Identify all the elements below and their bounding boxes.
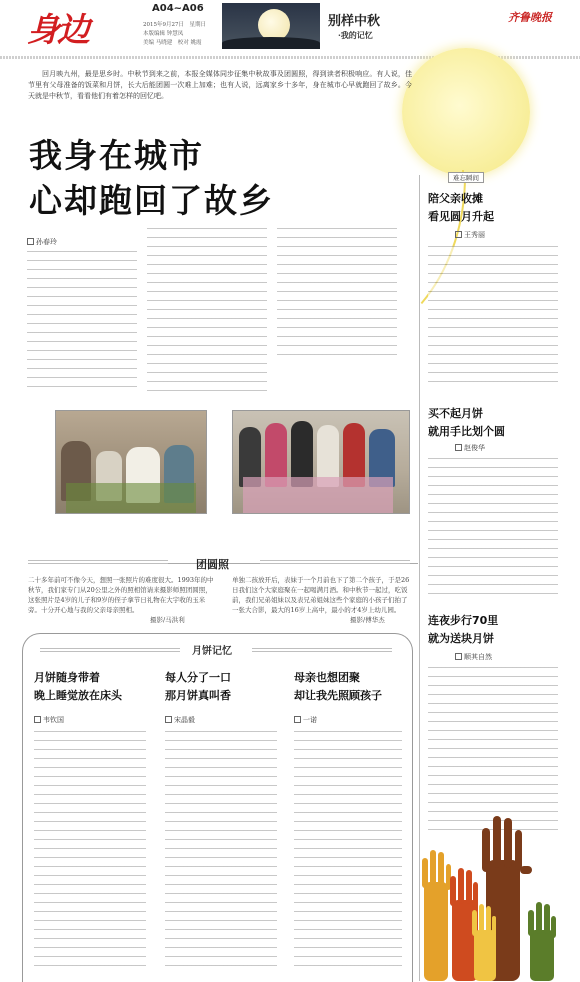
memory-col2-author: 宋晶毅 xyxy=(165,715,195,725)
moon-illustration xyxy=(402,48,530,176)
main-article-col3 xyxy=(277,228,397,363)
sidebar-s3-title1: 连夜步行70里 xyxy=(428,614,499,627)
memory-col3-title1: 母亲也想团聚 xyxy=(294,671,360,684)
sidebar-s3-author: 顺其自然 xyxy=(455,652,492,662)
raised-hands-illustration xyxy=(418,812,566,981)
main-article-col2 xyxy=(147,228,267,393)
memory-col1-author: 韦钦国 xyxy=(34,715,64,725)
main-headline-line1: 我身在城市 xyxy=(29,136,204,175)
hand-orange xyxy=(422,850,451,981)
feature-title: 别样中秋 xyxy=(328,14,381,29)
sidebar-s1-title2: 看见圆月升起 xyxy=(428,210,494,223)
memory-col3-author: 一诺 xyxy=(294,715,317,725)
editor-line: 本版编辑 钟慧凤 xyxy=(143,31,184,37)
masthead xyxy=(0,0,580,62)
memory-col2-text xyxy=(165,731,277,971)
photo-credit-left: 摄影/马洪利 xyxy=(150,616,185,624)
photo-caption-right: 单独二孩放开后，表妹于一个月前也下了第二个孩子，于是26日我们这个大家庭聚在一起喝满月酒。和中秋节一起过，吃饭前，我们兄弟姐妹以及表兄弟姐妹这些个家庭的小孩子们拍了一张大合影，最大的16岁上高中，最小的才4岁上幼儿园。 xyxy=(232,576,410,614)
memory-col1-title1: 月饼随身带着 xyxy=(34,671,100,684)
sidebar-s2-text xyxy=(428,458,558,598)
main-article-col1 xyxy=(27,251,137,393)
family-photo-2015 xyxy=(232,410,410,514)
sidebar-s3-title2: 就为送块月饼 xyxy=(428,632,494,645)
memory-col1-title2: 晚上睡觉放在床头 xyxy=(34,689,122,702)
main-author: 孙春玲 xyxy=(27,237,57,247)
sidebar-s1-text xyxy=(428,246,558,386)
date-line: 2015年9月27日 星期日 xyxy=(143,22,206,28)
night-banner xyxy=(222,3,320,49)
sidebar-s2-title1: 买不起月饼 xyxy=(428,407,483,420)
memory-col2-title1: 每人分了一口 xyxy=(165,671,231,684)
intro-paragraph: 回月映九州，最是思乡时。中秋节到来之前，本报全媒体同步征集中秋故事及团圆照，得到读者积极响应。有人说，佳节里有父母准备的饭菜和月饼，长大后能团圆一次难上加难；也有人说，远离家乡十多年，身在城市心早就跑回了故乡。今天就是中秋节，看看他们有着怎样的回忆吧。 xyxy=(28,70,412,100)
paper-logo: 齐鲁晚报 xyxy=(508,11,552,24)
sidebar-s2-author: 赵俊华 xyxy=(455,443,485,453)
feature-subtitle: ·我的记忆 xyxy=(338,30,373,40)
section-title: 身边 xyxy=(27,10,87,49)
photo-caption-left: 二十多年前可不像今天，想照一张照片的难度很大。1993年的中秋节，我们家专门从20公里之外的照相馆请来摄影师照团圆照，这张照片是4岁的儿子和9岁的侄子拿节日礼物在大宇收的玉米旁。十分开心地与我的父亲母亲照相。 xyxy=(28,576,214,614)
memory-col3-text xyxy=(294,731,402,971)
main-headline-line2: 心却跑回了故乡 xyxy=(29,181,274,220)
memory-section-label: 月饼记忆 xyxy=(192,646,232,657)
family-photo-1993 xyxy=(55,410,207,514)
memory-col3-title2: 却让我先照顾孩子 xyxy=(294,689,382,702)
memory-col2-title2: 那月饼真叫香 xyxy=(165,689,231,702)
staff-line: 美编 马晓建 校对 姚霞 xyxy=(143,40,202,46)
sidebar-s2-title2: 就用手比划个圆 xyxy=(428,425,505,438)
photo-section-label: 团圆照 xyxy=(196,558,229,571)
sidebar-s1-title1: 陪父亲收摊 xyxy=(428,192,483,205)
hand-green xyxy=(528,902,556,981)
sidebar-s1-author: 王秀丽 xyxy=(455,230,485,240)
memory-col1-text xyxy=(34,731,146,971)
page-range: A04~A06 xyxy=(152,3,204,14)
photo-credit-right: 摄影/傅华杰 xyxy=(350,616,385,624)
sidebar-tag: 难忘瞬间 xyxy=(448,172,484,183)
